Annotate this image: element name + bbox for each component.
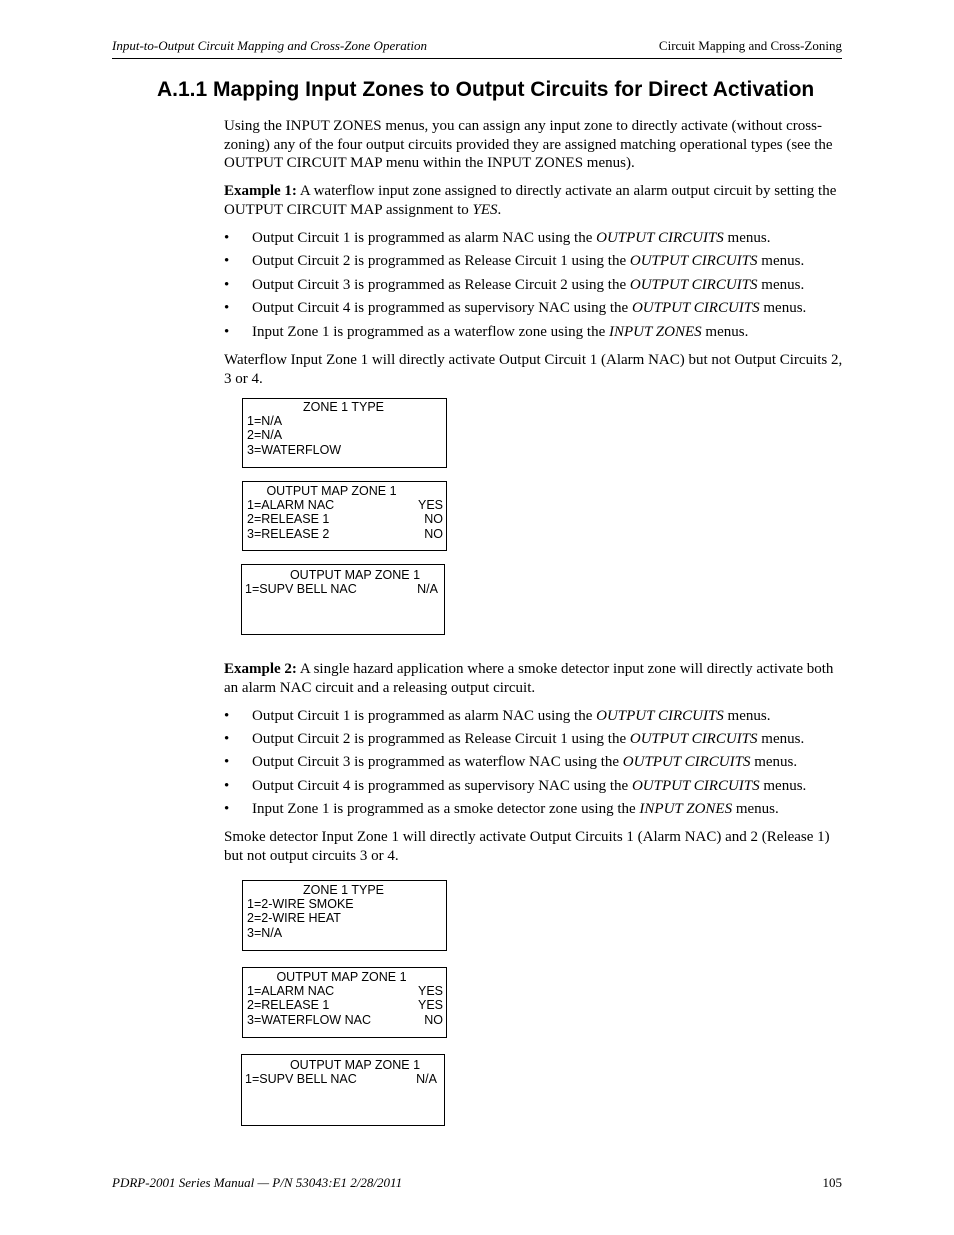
list-item: • Output Circuit 3 is programmed as Release Circuit 2 using the OUTPUT CIRCUITS menus. xyxy=(224,277,805,293)
list-item: • Input Zone 1 is programmed as a smoke detector zone using the INPUT ZONES menus. xyxy=(224,801,779,817)
section-title: A.1.1 Mapping Input Zones to Output Circuits for Direct Activation xyxy=(157,78,815,101)
lcd-line: 1=ALARM NAC YES xyxy=(247,498,443,513)
lcd-title: OUTPUT MAP ZONE 1 xyxy=(289,568,421,582)
lcd-line: 2=2-WIRE HEAT xyxy=(247,911,341,926)
list-item: • Input Zone 1 is programmed as a waterflow zone using the INPUT ZONES menus. xyxy=(224,324,749,340)
list-item: • Output Circuit 4 is programmed as supervisory NAC using the OUTPUT CIRCUITS menus. xyxy=(224,778,807,794)
page-number: 105 xyxy=(822,1175,842,1190)
example1-summary xyxy=(224,351,844,388)
lcd-screen-output-map xyxy=(242,481,447,551)
example2-summary-text: Smoke detector Input Zone 1 will directly activate Output Circuits 1 (Alarm NAC) and 2 (Release 1) but not output circuits 3 or 4. xyxy=(224,829,830,864)
list-item: • Output Circuit 1 is programmed as alarm NAC using the OUTPUT CIRCUITS menus. xyxy=(224,230,771,246)
lcd-line: 3=RELEASE 2 NO xyxy=(247,526,443,541)
example1-summary-text: Waterflow Input Zone 1 will directly activate Output Circuit 1 (Alarm NAC) but not Output Circuits 2, 3 or 4. xyxy=(224,352,843,387)
example1-text-a: A waterflow input zone assigned to directly activate an alarm output circuit by setting the OUTPUT CIRCUIT MAP assignment to xyxy=(224,183,837,218)
lcd-screen-output-map xyxy=(242,967,447,1038)
lcd-screen-zone-type xyxy=(242,398,447,468)
lcd-line: 1=SUPV BELL NAC N/A xyxy=(245,582,438,597)
lcd-line: 2=RELEASE 1 NO xyxy=(247,512,443,527)
lcd-screen-output-map-2 xyxy=(241,564,445,635)
list-item: • Output Circuit 3 is programmed as waterflow NAC using the OUTPUT CIRCUITS menus. xyxy=(224,754,798,770)
lcd-line: 1=SUPV BELL NAC N/A xyxy=(245,1072,437,1087)
intro-text: Using the INPUT ZONES menus, you can assign any input zone to directly activate (without cross-zoning) any of the four output circuits provided they are assigned matching operational types (see the OUTPUT CIRCUIT MAP menu within the INPUT ZONES menus). xyxy=(224,118,833,171)
example1-text-b: . xyxy=(497,201,502,218)
lcd-title: OUTPUT MAP ZONE 1 xyxy=(276,970,407,984)
lcd-title: OUTPUT MAP ZONE 1 xyxy=(266,484,397,498)
example1-label: Example 1: xyxy=(224,183,297,199)
lcd-screen-zone-type xyxy=(242,880,447,951)
lcd-line: 1=N/A xyxy=(247,414,283,429)
lcd-line: 3=WATERFLOW xyxy=(247,442,342,457)
lcd-title: OUTPUT MAP ZONE 1 xyxy=(289,1058,421,1072)
lcd-line: 2=RELEASE 1 YES xyxy=(247,998,443,1013)
lcd-line: 3=N/A xyxy=(247,925,283,940)
running-header-left: Input-to-Output Circuit Mapping and Cross-Zone Operation xyxy=(112,38,428,53)
lcd-line: 1=2-WIRE SMOKE xyxy=(247,897,354,912)
lcd-title: ZONE 1 TYPE xyxy=(302,883,385,897)
list-item: • Output Circuit 2 is programmed as Release Circuit 1 using the OUTPUT CIRCUITS menus. xyxy=(224,253,805,269)
header-rule xyxy=(112,58,842,59)
intro-paragraph xyxy=(224,117,844,173)
example1-text-em: YES xyxy=(472,201,498,218)
lcd-title: ZONE 1 TYPE xyxy=(302,400,385,414)
lcd-line: 2=N/A xyxy=(247,428,283,443)
example2-text: A single hazard application where a smoke detector input zone will directly activate both an alarm NAC circuit and a releasing output circuit. xyxy=(224,661,834,696)
running-header-right: Circuit Mapping and Cross-Zoning xyxy=(658,38,842,53)
example2-paragraph xyxy=(224,660,844,697)
example2-summary xyxy=(224,828,844,865)
example1-paragraph xyxy=(224,182,844,219)
list-item: • Output Circuit 1 is programmed as alarm NAC using the OUTPUT CIRCUITS menus. xyxy=(224,708,771,724)
running-footer-left: PDRP-2001 Series Manual — P/N 53043:E1 2/28/2011 xyxy=(112,1175,403,1190)
example2-label: Example 2: xyxy=(224,661,297,677)
lcd-line: 3=WATERFLOW NAC NO xyxy=(247,1012,443,1027)
list-item: • Output Circuit 2 is programmed as Release Circuit 1 using the OUTPUT CIRCUITS menus. xyxy=(224,731,805,747)
lcd-line: 1=ALARM NAC YES xyxy=(247,984,443,999)
list-item: • Output Circuit 4 is programmed as supervisory NAC using the OUTPUT CIRCUITS menus. xyxy=(224,300,807,316)
lcd-screen-output-map-2 xyxy=(241,1054,445,1126)
